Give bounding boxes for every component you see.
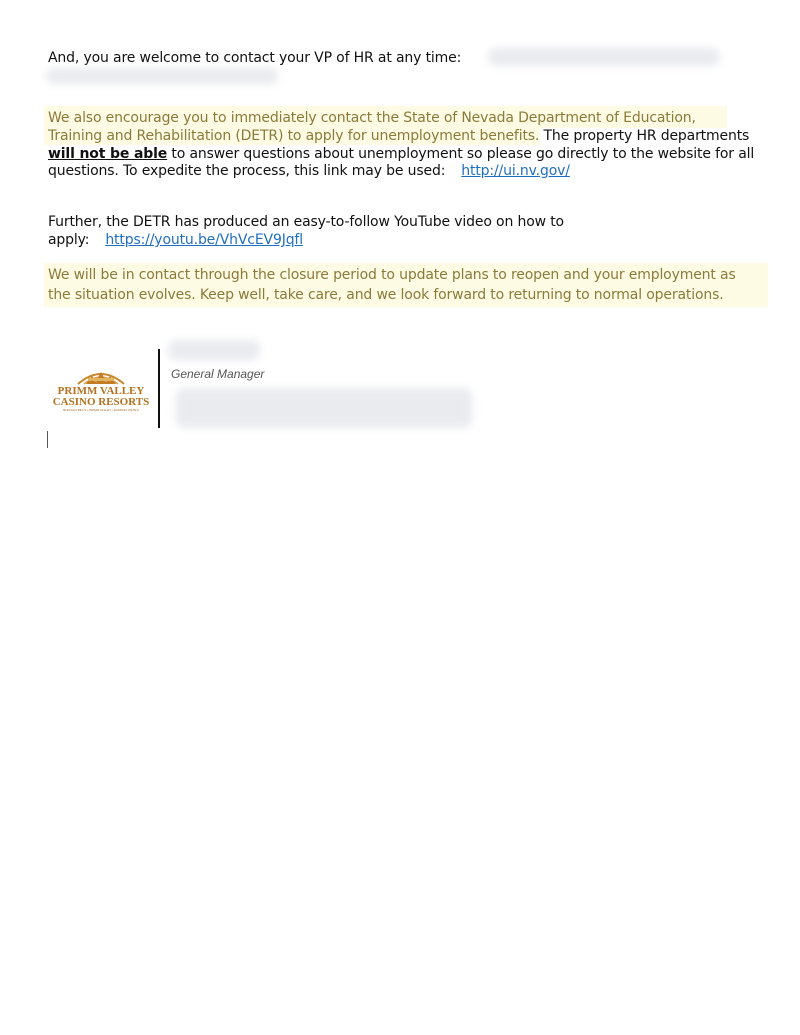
redacted-contact-line2 [46,68,278,84]
logo-tagline: BUFFALO BILL'S • PRIMM VALLEY • WHISKEY PETE'S [63,408,139,412]
intro-line: And, you are welcome to contact your VP of HR at any time: [48,50,462,66]
para2-line4 [48,162,570,180]
para2-highlight-line2: Training and Rehabilitation (DETR) to apply for unemployment benefits. [48,128,540,144]
para2-line3-rest: to answer questions about unemployment so please go directly to the website for all [167,146,755,162]
redacted-contact [488,48,720,66]
para3-line2 [48,231,303,249]
para2-line4-text: questions. To expedite the process, this link may be used: [48,163,446,179]
para2-line2-rest: The property HR departments [539,128,750,144]
logo-line2: CASINO RESORTS [52,396,150,408]
para2-line2 [48,127,749,145]
signature-title: General Manager [171,367,265,381]
para3-apply-text: apply: [48,232,90,248]
para4-line1: We will be in contact through the closure period to update plans to reopen and your employment as [48,267,736,283]
para2-line3 [48,145,754,163]
youtube-link[interactable]: https://youtu.be/VhVcEV9Jqfl [105,232,303,248]
para3-line1: Further, the DETR has produced an easy-to-follow YouTube video on how to [48,214,564,230]
para4-line2: the situation evolves. Keep well, take care, and we look forward to returning to normal operations. [48,287,724,303]
primm-valley-logo [48,362,154,414]
logo-line1: PRIMM VALLEY [57,385,145,397]
para2-highlight-line1: We also encourage you to immediately contact the State of Nevada Department of Education, [48,110,696,126]
redacted-signature-details [176,388,472,428]
signature-divider [158,349,160,428]
redacted-name [168,340,260,360]
emphasis-text: will not be able [48,146,168,162]
text-cursor [47,431,48,448]
unemployment-link[interactable]: http://ui.nv.gov/ [461,163,570,179]
